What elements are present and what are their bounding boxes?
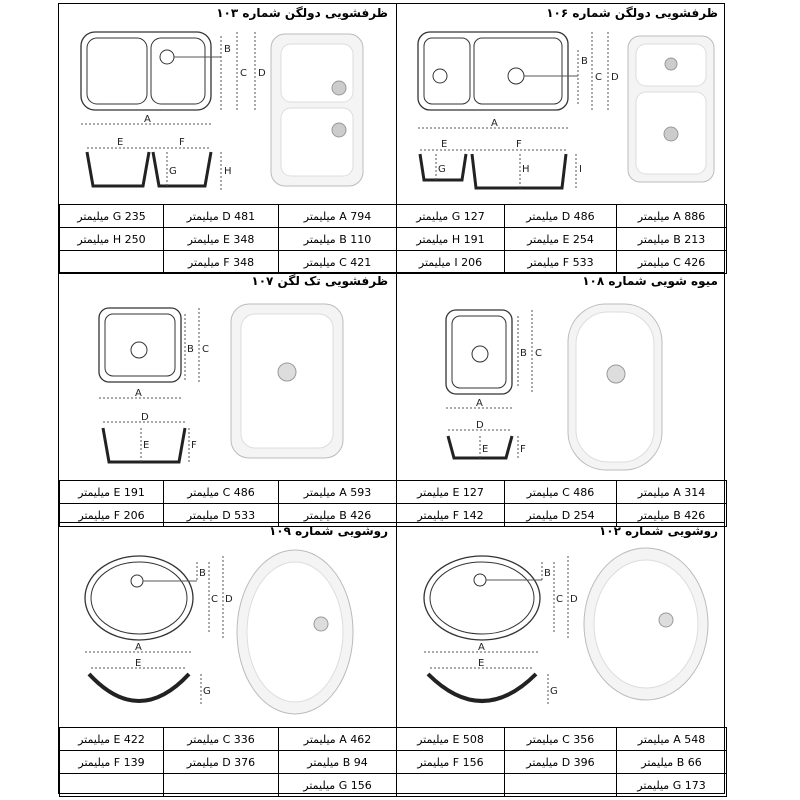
panel-title: ظرفشویی دولگن شماره ۱۰۳ bbox=[216, 6, 388, 20]
dim-label-g: G bbox=[169, 166, 177, 177]
spec-cell bbox=[164, 774, 279, 797]
spec-cell: G 127 میلیمتر bbox=[397, 205, 505, 228]
dim-label-f: F bbox=[516, 139, 522, 150]
spec-cell: H 191 میلیمتر bbox=[397, 228, 505, 251]
spec-cell: B 426 میلیمتر bbox=[279, 504, 397, 527]
dim-label-d: D bbox=[141, 412, 149, 423]
catalog-sheet bbox=[58, 3, 725, 794]
dim-label-h: H bbox=[522, 164, 530, 175]
dim-label-h: H bbox=[224, 166, 232, 177]
spec-table-107 bbox=[59, 480, 397, 527]
spec-cell: A 593 میلیمتر bbox=[279, 481, 397, 504]
dim-label-a: A bbox=[135, 642, 142, 653]
spec-cell: C 486 میلیمتر bbox=[505, 481, 617, 504]
sink-108-drawing bbox=[396, 272, 726, 480]
spec-cell: F 533 میلیمتر bbox=[505, 251, 617, 274]
spec-cell: B 426 میلیمتر bbox=[617, 504, 727, 527]
panel-basin-102 bbox=[396, 522, 726, 795]
spec-cell: E 422 میلیمتر bbox=[60, 728, 164, 751]
dim-label-e: E bbox=[117, 137, 124, 148]
dim-label-f: F bbox=[191, 440, 197, 451]
basin-102-drawing bbox=[396, 522, 726, 722]
spec-cell: F 206 میلیمتر bbox=[60, 504, 164, 527]
dim-label-d: D bbox=[225, 594, 233, 605]
spec-table-103 bbox=[59, 204, 397, 274]
spec-cell: C 356 میلیمتر bbox=[505, 728, 617, 751]
spec-cell: C 486 میلیمتر bbox=[164, 481, 279, 504]
spec-cell bbox=[397, 774, 505, 797]
panel-title: ظرفشویی تک لگن ۱۰۷ bbox=[251, 274, 388, 288]
panel-sink-106 bbox=[396, 4, 726, 272]
spec-cell: E 191 میلیمتر bbox=[60, 481, 164, 504]
spec-cell: E 508 میلیمتر bbox=[397, 728, 505, 751]
dim-label-b: B bbox=[544, 568, 551, 579]
sink-107-drawing bbox=[59, 272, 396, 480]
dim-label-d: D bbox=[258, 68, 266, 79]
spec-cell: D 486 میلیمتر bbox=[505, 205, 617, 228]
dim-label-d: D bbox=[570, 594, 578, 605]
spec-cell: H 250 میلیمتر bbox=[60, 228, 164, 251]
dim-label-f: F bbox=[179, 137, 185, 148]
dim-label-a: A bbox=[476, 398, 483, 409]
spec-cell: E 254 میلیمتر bbox=[505, 228, 617, 251]
spec-cell: G 156 میلیمتر bbox=[279, 774, 397, 797]
spec-table-106 bbox=[396, 204, 727, 274]
spec-table-108 bbox=[396, 480, 727, 527]
dim-label-b: B bbox=[581, 56, 588, 67]
dim-label-b: B bbox=[224, 44, 231, 55]
dim-label-e: E bbox=[135, 658, 142, 669]
spec-cell: B 110 میلیمتر bbox=[279, 228, 397, 251]
dim-label-e: E bbox=[143, 440, 150, 451]
spec-table-102 bbox=[396, 727, 727, 797]
spec-cell: E 348 میلیمتر bbox=[164, 228, 279, 251]
spec-cell: F 139 میلیمتر bbox=[60, 751, 164, 774]
dim-label-b: B bbox=[520, 348, 527, 359]
panel-title: روشویی شماره ۱۰۲ bbox=[598, 524, 718, 538]
dim-label-g: G bbox=[550, 686, 558, 697]
spec-cell: B 213 میلیمتر bbox=[617, 228, 727, 251]
spec-cell: I 206 میلیمتر bbox=[397, 251, 505, 274]
spec-cell: D 396 میلیمتر bbox=[505, 751, 617, 774]
panel-sink-108 bbox=[396, 272, 726, 522]
dim-label-f: F bbox=[520, 444, 526, 455]
dim-label-c: C bbox=[595, 72, 602, 83]
dim-label-c: C bbox=[240, 68, 247, 79]
dim-label-c: C bbox=[202, 344, 209, 355]
panel-title: روشویی شماره ۱۰۹ bbox=[268, 524, 388, 538]
dim-label-i: I bbox=[579, 164, 582, 175]
dim-label-g: G bbox=[438, 164, 446, 175]
dim-label-a: A bbox=[491, 118, 498, 129]
spec-cell: D 533 میلیمتر bbox=[164, 504, 279, 527]
dim-label-d: D bbox=[611, 72, 619, 83]
spec-cell: A 794 میلیمتر bbox=[279, 205, 397, 228]
spec-cell: F 142 میلیمتر bbox=[397, 504, 505, 527]
spec-cell: D 254 میلیمتر bbox=[505, 504, 617, 527]
spec-cell: F 348 میلیمتر bbox=[164, 251, 279, 274]
basin-109-drawing bbox=[59, 522, 396, 722]
spec-cell: A 548 میلیمتر bbox=[617, 728, 727, 751]
panel-title: میوه شویی شماره ۱۰۸ bbox=[582, 274, 718, 288]
spec-cell: A 886 میلیمتر bbox=[617, 205, 727, 228]
spec-cell: C 426 میلیمتر bbox=[617, 251, 727, 274]
dim-label-c: C bbox=[211, 594, 218, 605]
spec-cell bbox=[60, 774, 164, 797]
spec-cell: E 127 میلیمتر bbox=[397, 481, 505, 504]
dim-label-a: A bbox=[135, 388, 142, 399]
spec-cell: B 66 میلیمتر bbox=[617, 751, 727, 774]
spec-cell: A 314 میلیمتر bbox=[617, 481, 727, 504]
dim-label-a: A bbox=[144, 114, 151, 125]
dim-label-e: E bbox=[482, 444, 489, 455]
spec-cell bbox=[505, 774, 617, 797]
dim-label-g: G bbox=[203, 686, 211, 697]
spec-cell: B 94 میلیمتر bbox=[279, 751, 397, 774]
dim-label-b: B bbox=[187, 344, 194, 355]
dim-label-e: E bbox=[441, 139, 448, 150]
spec-cell: G 173 میلیمتر bbox=[617, 774, 727, 797]
dim-label-d: D bbox=[476, 420, 484, 431]
spec-table-109 bbox=[59, 727, 397, 797]
spec-cell: G 235 میلیمتر bbox=[60, 205, 164, 228]
spec-cell: A 462 میلیمتر bbox=[279, 728, 397, 751]
dim-label-c: C bbox=[556, 594, 563, 605]
panel-sink-107 bbox=[59, 272, 396, 522]
dim-label-b: B bbox=[199, 568, 206, 579]
spec-cell: D 481 میلیمتر bbox=[164, 205, 279, 228]
panel-title: ظرفشویی دولگن شماره ۱۰۶ bbox=[546, 6, 718, 20]
spec-cell: C 421 میلیمتر bbox=[279, 251, 397, 274]
dim-label-c: C bbox=[535, 348, 542, 359]
spec-cell: F 156 میلیمتر bbox=[397, 751, 505, 774]
dim-label-e: E bbox=[478, 658, 485, 669]
sink-106-drawing bbox=[396, 4, 726, 204]
dim-label-a: A bbox=[478, 642, 485, 653]
sink-103-drawing bbox=[59, 4, 396, 204]
panel-basin-109 bbox=[59, 522, 396, 795]
spec-cell: C 336 میلیمتر bbox=[164, 728, 279, 751]
spec-cell bbox=[60, 251, 164, 274]
panel-sink-103 bbox=[59, 4, 396, 272]
spec-cell: D 376 میلیمتر bbox=[164, 751, 279, 774]
